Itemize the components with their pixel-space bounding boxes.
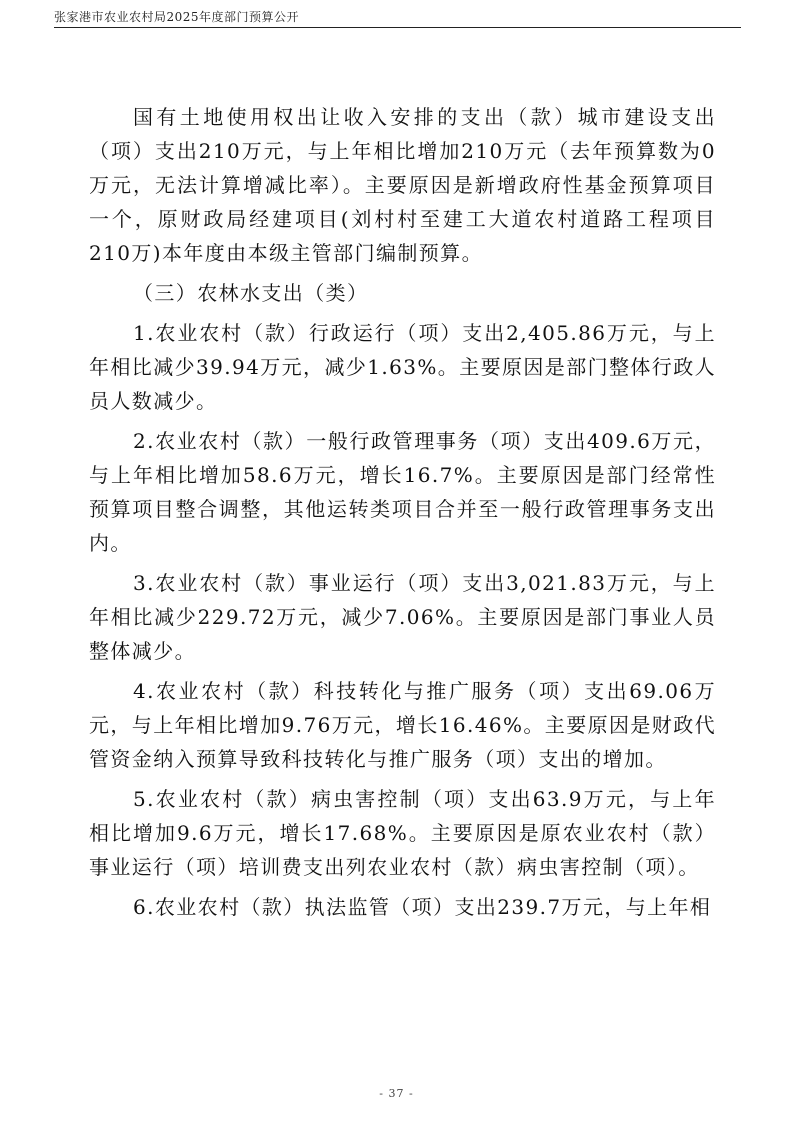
paragraph-item-3: 3.农业农村（款）事业运行（项）支出3,021.83万元，与上年相比减少229.72万元，减少7.06%。主要原因是部门事业人员整体减少。 <box>89 571 716 663</box>
paragraph-land-revenue: 国有土地使用权出让收入安排的支出（款）城市建设支出（项）支出210万元，与上年相比增加210万元（去年预算数为0万元，无法计算增减比率）。主要原因是新增政府性基金预算项目一个，原财政局经建项目(刘村村至建工大道农村道路工程项目210万)本年度由本级主管部门编制预算。 <box>89 105 716 265</box>
paragraph-item-1: 1.农业农村（款）行政运行（项）支出2,405.86万元，与上年相比减少39.94万元，减少1.63%。主要原因是部门整体行政人员人数减少。 <box>89 321 716 413</box>
paragraph-item-6: 6.农业农村（款）执法监管（项）支出239.7万元，与上年相 <box>133 895 712 919</box>
page-number: - 37 - <box>379 1087 414 1100</box>
paragraph-item-5: 5.农业农村（款）病虫害控制（项）支出63.9万元，与上年相比增加9.6万元，增长17.68%。主要原因是原农业农村（款）事业运行（项）培训费支出列农业农村（款）病虫害控制（项）。 <box>89 787 716 879</box>
section-heading-agriculture: （三）农林水支出（类） <box>133 281 369 305</box>
document-header: 张家港市农业农村局2025年度部门预算公开 <box>54 10 300 24</box>
document-body <box>89 100 716 930</box>
paragraph-item-4: 4.农业农村（款）科技转化与推广服务（项）支出69.06万元，与上年相比增加9.76万元，增长16.46%。主要原因是财政代管资金纳入预算导致科技转化与推广服务（项）支出的增加。 <box>89 679 716 771</box>
header-divider <box>54 27 741 28</box>
paragraph-item-2: 2.农业农村（款）一般行政管理事务（项）支出409.6万元，与上年相比增加58.6万元，增长16.7%。主要原因是部门经常性预算项目整合调整，其他运转类项目合并至一般行政管理事务支出内。 <box>89 429 716 555</box>
